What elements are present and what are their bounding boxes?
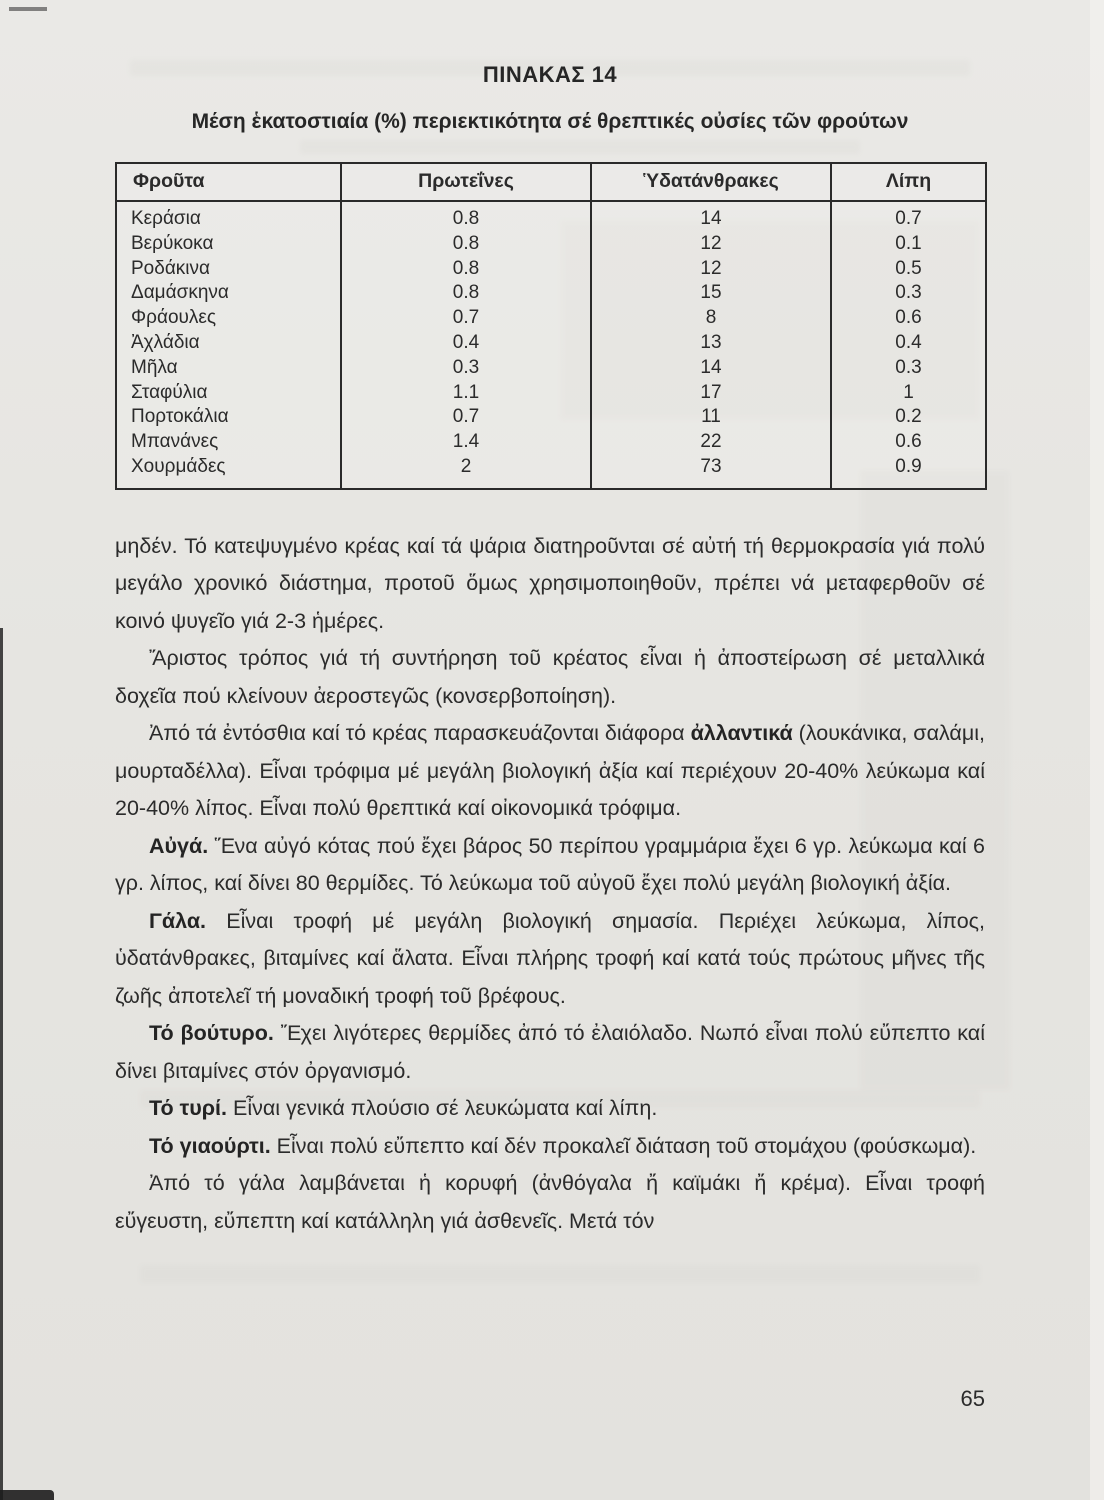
page-content <box>115 62 985 1240</box>
column-header: Πρωτεΐνες <box>341 163 591 201</box>
paragraph <box>115 903 985 1016</box>
value-cell: 0.4 <box>831 331 986 356</box>
value-cell: 0.7 <box>831 201 986 232</box>
text-segment: Ἀπό τά ἐντόσθια καί τό κρέας παρασκευάζονται διάφορα <box>149 721 691 746</box>
value-cell: 22 <box>591 430 831 455</box>
bold-text-segment: ἀλλαντικά <box>690 721 793 746</box>
bold-text-segment: Τό γιαούρτι. <box>149 1133 271 1158</box>
table-row <box>116 356 986 381</box>
fruit-name-cell: Πορτοκάλια <box>131 406 229 428</box>
value-cell: 17 <box>591 381 831 406</box>
table-number-heading: ΠΙΝΑΚΑΣ 14 <box>482 62 618 87</box>
table-row <box>116 281 986 306</box>
page-number: 65 <box>960 1386 985 1411</box>
value-cell: 12 <box>591 257 831 282</box>
value-cell: 14 <box>591 201 831 232</box>
value-cell: 1.1 <box>341 381 591 406</box>
value-cell: 15 <box>591 281 831 306</box>
value-cell: 0.9 <box>831 455 986 489</box>
paragraph <box>115 528 985 641</box>
value-cell: 0.2 <box>831 405 986 430</box>
fruit-name-cell: Μπανάνες <box>131 431 219 453</box>
value-cell: 0.1 <box>831 232 986 257</box>
value-cell: 1.4 <box>341 430 591 455</box>
scan-artifact-top-dash <box>9 7 47 11</box>
value-cell: 0.3 <box>831 281 986 306</box>
fruit-table-body <box>116 201 986 489</box>
text-segment: Ἕνα αὐγό κότας πού ἔχει βάρος 50 περίπου γραμμάρια ἔχει 6 γρ. λεύκωμα καί 6 γρ. λίπος, καί δίνει 80 θερμίδες. Τό λεύκωμα τοῦ αὐγοῦ ἔχει πολύ μεγάλη βιολογική ἀξία. <box>115 833 985 896</box>
fruit-name-cell: Σταφύλια <box>131 381 208 403</box>
paragraph <box>115 1090 985 1128</box>
scan-artifact-right-strip <box>1090 0 1104 1500</box>
fruit-name-cell: Ἀχλάδια <box>131 331 200 353</box>
text-segment: Ἀπό τό γάλα λαμβάνεται ἡ κορυφή (ἀνθόγαλα ἤ καϊμάκι ἤ κρέμα). Εἶναι τροφή εὔγευστη, εὔπεπτη καί κατάλληλη γιά ἀσθενεῖς. Μετά τόν <box>115 1171 985 1233</box>
fruit-name-cell: Βερύκοκα <box>131 232 214 254</box>
text-segment: (λουκάνικα, σαλάμι, μουρταδέλλα). Εἶναι τρόφιμα μέ μεγάλη βιολογική ἀξία καί περιέχουν 20-40% λεύκωμα καί 20-40% λίπος. Εἶναι πολύ θρεπτικά καί οἰκονομικά τρόφιμα. <box>115 721 985 821</box>
value-cell: 0.8 <box>341 281 591 306</box>
table-row <box>116 232 986 257</box>
value-cell: 0.6 <box>831 430 986 455</box>
scan-artifact-left-edge <box>0 628 3 1500</box>
bold-text-segment: Τό βούτυρο. <box>149 1021 274 1046</box>
value-cell: 0.8 <box>341 232 591 257</box>
fruit-name-cell: Ροδάκινα <box>131 257 211 279</box>
fruit-name-cell: Δαμάσκηνα <box>131 282 229 304</box>
value-cell: 14 <box>591 356 831 381</box>
paragraph <box>115 828 985 903</box>
value-cell: 0.3 <box>341 356 591 381</box>
table-row <box>116 405 986 430</box>
text-segment: Ἔχει λιγότερες θερμίδες ἀπό τό ἐλαιόλαδο. Νωπό εἶναι πολύ εὔπεπτο καί δίνει βιταμίνες στόν ὀργανισμό. <box>115 1021 985 1083</box>
value-cell: 0.3 <box>831 356 986 381</box>
bold-text-segment: Αὐγά. <box>149 833 209 858</box>
table-row <box>116 455 986 489</box>
column-header: Ὑδατάνθρακες <box>591 163 831 201</box>
value-cell: 0.5 <box>831 257 986 282</box>
table-row <box>116 306 986 331</box>
paragraph <box>115 1015 985 1090</box>
paragraph <box>115 640 985 715</box>
text-segment: Εἶναι τροφή μέ μεγάλη βιολογική σημασία. Περιέχει λεύκωμα, λίπος, ὑδατάνθρακες, βιταμίνες καί ἅλατα. Εἶναι πλήρης τροφή καί κατά τούς πρώτους μῆνες τῆς ζωῆς ἀποτελεῖ τή μοναδική τροφή τοῦ βρέφους. <box>115 908 985 1008</box>
fruit-name-cell: Φράουλες <box>131 307 217 329</box>
table-row <box>116 331 986 356</box>
scan-bleed-artifact <box>140 1265 980 1283</box>
value-cell: 73 <box>591 455 831 489</box>
value-cell: 0.7 <box>341 306 591 331</box>
value-cell: 0.8 <box>341 201 591 232</box>
fruit-name-cell: Κεράσια <box>131 208 201 229</box>
table-row <box>116 381 986 406</box>
fruit-nutrition-table <box>115 162 987 490</box>
body-text <box>115 528 985 1241</box>
scan-artifact-bottom-left <box>0 1490 54 1500</box>
value-cell: 0.7 <box>341 405 591 430</box>
value-cell: 11 <box>591 405 831 430</box>
value-cell: 8 <box>591 306 831 331</box>
value-cell: 0.8 <box>341 257 591 282</box>
value-cell: 13 <box>591 331 831 356</box>
text-segment: Εἶναι γενικά πλούσιο σέ λευκώματα καί λίπη. <box>227 1096 658 1121</box>
fruit-name-cell: Μῆλα <box>131 356 178 378</box>
table-row <box>116 257 986 282</box>
paragraph <box>115 1165 985 1240</box>
value-cell: 0.4 <box>341 331 591 356</box>
paragraph <box>115 715 985 828</box>
table-row <box>116 201 986 232</box>
column-header: Λίπη <box>831 163 986 201</box>
fruit-name-cell: Χουρμάδες <box>131 455 226 477</box>
text-segment: μηδέν. Τό κατεψυγμένο κρέας καί τά ψάρια διατηροῦνται σέ αὐτή τή θερμοκρασία γιά πολύ μεγάλο χρονικό διάστημα, προτοῦ ὅμως χρησιμοποιηθοῦν, πρέπει νά μεταφερθοῦν σέ κοινό ψυγεῖο γιά 2-3 ἡμέρες. <box>115 533 985 633</box>
bold-text-segment: Τό τυρί. <box>149 1096 228 1121</box>
value-cell: 2 <box>341 455 591 489</box>
table-header-row <box>116 163 986 201</box>
column-header: Φροῦτα <box>116 163 341 201</box>
value-cell: 12 <box>591 232 831 257</box>
table-caption: Μέση ἑκατοστιαία (%) περιεκτικότητα σέ θρεπτικές οὐσίες τῶν φρούτων <box>191 110 909 133</box>
value-cell: 0.6 <box>831 306 986 331</box>
paragraph <box>115 1128 985 1166</box>
table-row <box>116 430 986 455</box>
bold-text-segment: Γάλα. <box>149 908 207 933</box>
value-cell: 1 <box>831 381 986 406</box>
text-segment: Εἶναι πολύ εὔπεπτο καί δέν προκαλεῖ διάταση τοῦ στομάχου (φούσκωμα). <box>270 1133 977 1158</box>
text-segment: Ἄριστος τρόπος γιά τή συντήρηση τοῦ κρέατος εἶναι ἡ ἀποστείρωση σέ μεταλλικά δοχεῖα πού κλείνουν ἀεροστεγῶς (κονσερβοποίηση). <box>115 646 985 708</box>
